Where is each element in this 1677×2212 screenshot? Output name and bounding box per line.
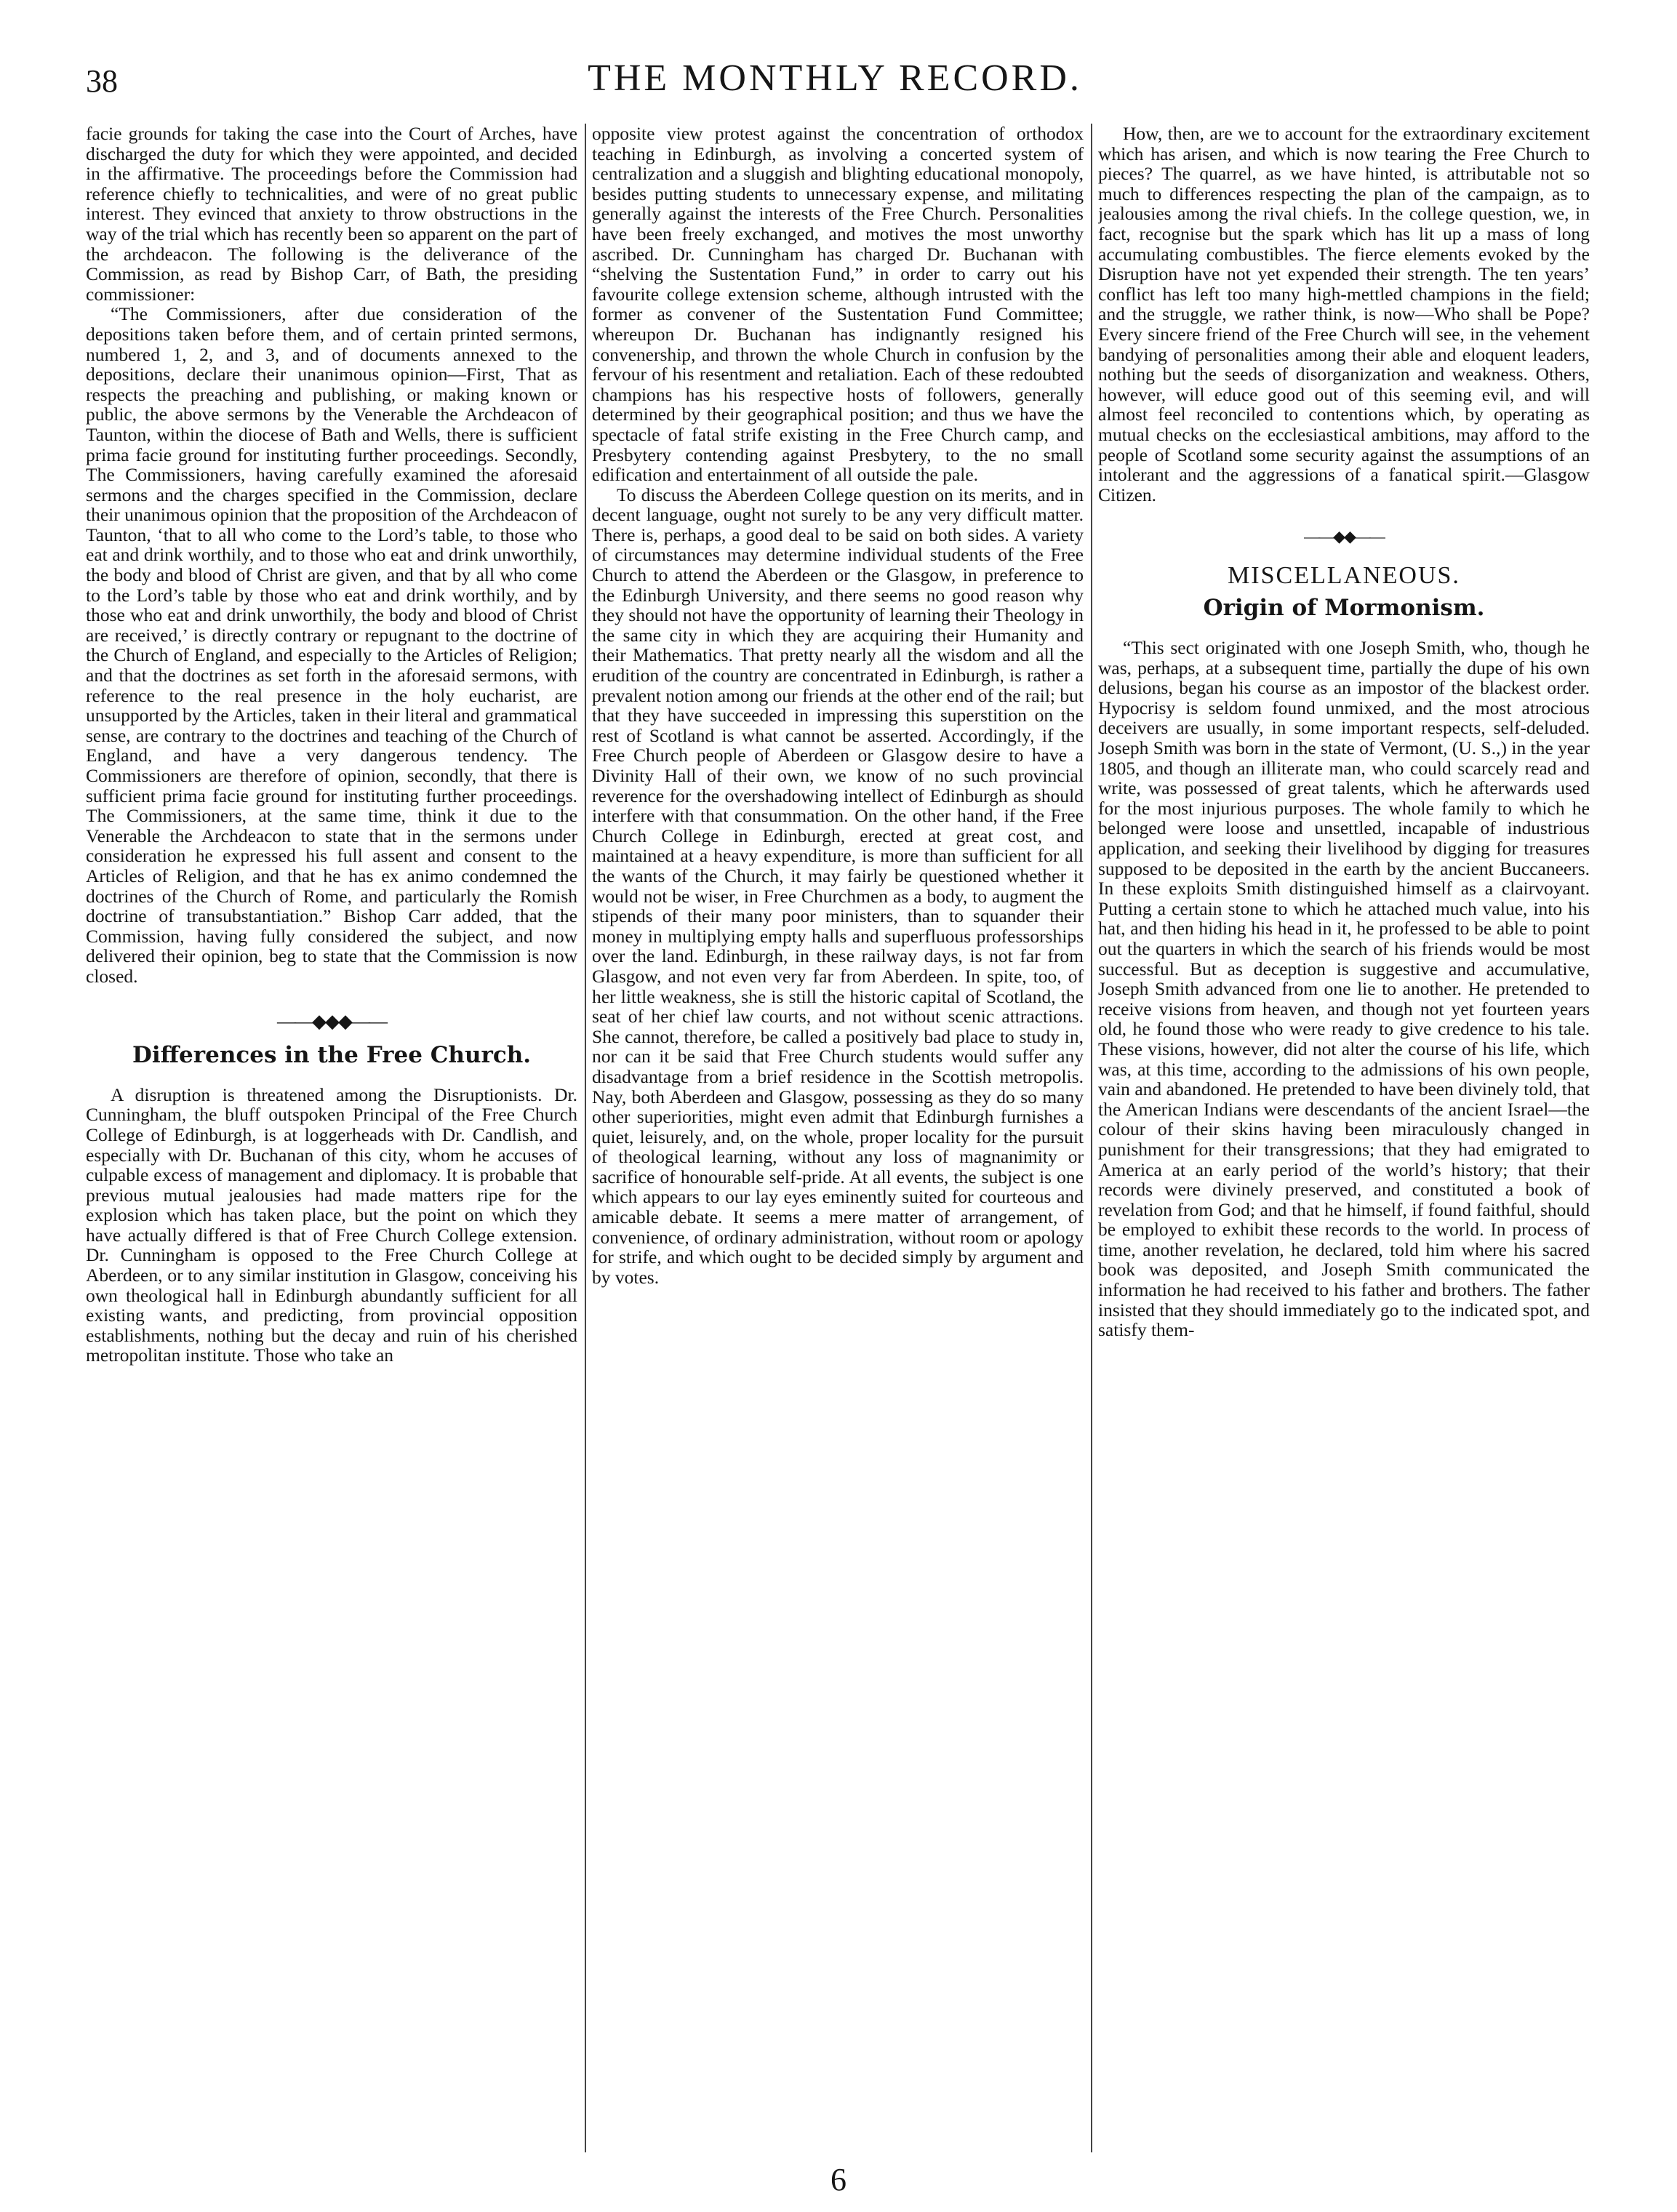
column-1 <box>86 124 577 2152</box>
section-heading-miscellaneous: MISCELLANEOUS. <box>1228 561 1460 589</box>
column-3 <box>1098 124 1590 2152</box>
paragraph-mormonism-origin: “This sect originated with one Joseph Smith, who, though he was, perhaps, at a subsequent time, partially the dupe of his own delusions, began his course as an impostor of the blackest order. Hypocrisy is seldom found unmixed, and the most atrocious deceivers are usually, in some important respects, self-deluded. Joseph Smith was born in the state of Vermont, (U. S.,) in the year 1805, and though an illiterate man, who could scarcely read and write, was possessed of great talents, which he afterwards used for the most injurious purposes. The whole family to which he belonged were loose and unsettled, incapable of industrious application, and seeking their livelihood by digging for treasures supposed to be deposited in the earth by the ancient Buccaneers. In these exploits Smith distinguished himself as a clairvoyant. Putting a certain stone to which he attached much value, into his hat, and then hiding his head in it, he professed to be able to point out the quarters in which the search of his friends would be most successful. But as deception is suggestive and accumulative, Joseph Smith advanced from one lie to another. He pretended to receive visions from heaven, and though not yet fourteen years old, he found those who were ready to give credence to his tale. These visions, however, did not alter the course of his life, which was, at this time, according to the admissions of his own people, vain and abandoned. He pretended to have been divinely told, that the American Indians were descendants of the ancient Israel—the colour of their skins having been miraculously changed in punishment for their transgressions; that they had emigrated to America at an early period of the world’s history; that their records were divinely preserved, and constituted a book of revelation from God; and that he himself, if found faithful, should be employed to exhibit these records to the world. In process of time, another revelation, he declared, told him where his sacred book was deposited, and Joseph Smith communicated the information he had received to his father and brothers. The father insisted that they should immediately go to the indicated spot, and satisfy them- <box>1098 637 1590 1341</box>
column-rule-right <box>1091 124 1092 2152</box>
section-ornament: ——◆◆◆—— <box>277 1010 386 1032</box>
column-2 <box>592 124 1084 2152</box>
article-heading-mormonism: Origin of Mormonism. <box>1203 595 1485 622</box>
running-title: THE MONTHLY RECORD. <box>588 57 1082 99</box>
page-header <box>86 57 1584 108</box>
paragraph-commission-deliverance: “The Commissioners, after due consideration of the depositions taken before them, and of certain printed sermons, numbered 1, 2, and 3, and of documents annexed to the depositions, declare their unanimous opinion—First, That as respects the preaching and publishing, or making known or public, the above sermons by the Venerable the Archdeacon of Taunton, within the diocese of Bath and Wells, there is sufficient prima facie ground for instituting further proceedings. Secondly, The Commissioners, having carefully examined the aforesaid sermons and the charges specified in the Commission, declare their unanimous opinion that the proposition of the Archdeacon of Taunton, ‘that to all who come to the Lord’s table, to those who eat and drink worthily, and to those who eat and drink unworthily, the body and blood of Christ are given, and that by all who come to the Lord’s table by those who eat and drink worthily, and by those who eat and drink unworthily, the body and blood of Christ are received,’ is directly contrary or repugnant to the doctrine of the Church of England, and especially to the Articles of Religion; and that the doctrines as set forth in the aforesaid sermons, with reference to the real presence in the holy eucharist, are unsupported by the Articles, taken in their literal and grammatical sense, are contrary to the doctrines and teaching of the Church of England, and have a very dangerous tendency. The Commissioners are therefore of opinion, secondly, that there is sufficient prima facie ground for instituting further proceedings. The Commissioners, at the same time, think it due to the Venerable the Archdeacon to state that in the sermons under consideration he expressed his full assent and consent to the Articles of Religion, and that he has ex animo condemned the doctrines of the Church of Rome, and particularly the Romish doctrine of transubstantiation.” Bishop Carr added, that the Commission, having fully considered the subject, and now delivered their opinion, beg to state that the Commission is now closed. <box>86 303 577 987</box>
paragraph-disruption: A disruption is threatened among the Disruptionists. Dr. Cunningham, the bluff outspoken Principal of the Free Church College of Edinburgh, is at loggerheads with Dr. Candlish, and especially with Dr. Buchanan of this city, whom he accuses of culpable excess of management and diplomacy. It is probable that previous mutual jealousies had made matters ripe for the explosion which has taken place, but the point on which they have actually differed is that of Free Church College extension. Dr. Cunningham is opposed to the Free Church College at Aberdeen, or to any similar institution in Glasgow, conceiving his own theological hall in Edinburgh abundantly sufficient for all existing wants, and predicting, from provincial opposition establishments, nothing but the decay and ruin of his cherished metropolitan institute. Those who take an <box>86 1083 577 1366</box>
column-rule-left <box>585 124 586 2152</box>
paragraph-opposite-view: opposite view protest against the concentration of orthodox teaching in Edinburgh, as involving a concerted system of centralization and a sluggish and blighting educational monopoly, besides putting students to unnecessary expense, and militating generally against the interests of the Free Church. Personalities have been freely exchanged, and motives the most unworthy ascribed. Dr. Cunningham has charged Dr. Buchanan with “shelving the Sustentation Fund,” in order to carry out his favourite college extension scheme, although intrusted with the former as convener of the Sustentation Fund Committee; whereupon Dr. Buchanan has indignantly resigned his convenership, and thrown the whole Church in confusion by the fervour of his resentment and retaliation. Each of these redoubted champions has his respective hosts of followers, generally determined by their geographical position; and thus we have the spectacle of fatal strife existing in the Free Church camp, and Presbytery contending against Presbytery, to the no small edification and entertainment of all outside the pale. <box>592 124 1084 486</box>
paragraph-extraordinary-excitement: How, then, are we to account for the extraordinary excitement which has arisen, and which is now tearing the Free Church to pieces? The quarrel, as we have hinted, is attributable not so much to differences respecting the plan of the campaign, as to jealousies among the rival chiefs. In the college question, we, in fact, recognise but the spark which has lit up a mass of long accumulating combustibles. The fierce elements evoked by the Disruption have not yet expended their strength. The ten years’ conflict has left too many high-mettled champions in the field; and the struggle, we rather think, is now—Who shall be Pope? Every sincere friend of the Free Church will see, in the vehement bandying of personalities among their able and eloquent leaders, nothing but the seeds of disorganization and weakness. Others, however, will educe good out of this seeming evil, and will almost feel reconciled to contentions which, by operating as mutual checks on the ecclesiastical ambitions, may afford to the people of Scotland some security against the assumptions of an intolerant and the aggressions of a fanatical spirit.—Glasgow Citizen. <box>1098 124 1590 505</box>
signature-mark: 6 <box>831 2162 846 2197</box>
article-heading-free-church: Differences in the Free Church. <box>132 1042 532 1069</box>
page-number: 38 <box>86 63 118 99</box>
paragraph-commission-intro: facie grounds for taking the case into the Court of Arches, have discharged the duty for which they were appointed, and decided in the affirmative. The proceedings before the Commission had reference chiefly to technicalities, and were of no great public interest. They evinced that anxiety to throw obstructions in the way of the trial which has recently been so apparent on the part of the archdeacon. The following is the deliverance of the Commission, as read by Bishop Carr, of Bath, the presiding commissioner: <box>86 124 577 305</box>
section-ornament: ——◆◆—— <box>1304 527 1384 546</box>
paragraph-aberdeen-college: To discuss the Aberdeen College question on its merits, and in decent language, ought not surely to be any very difficult matter. There is, perhaps, a good deal to be said on both sides. A variety of circumstances may determine individual students of the Free Church to attend the Aberdeen or the Glasgow, in preference to the Edinburgh University, and there seems no good reason why they should not have the opportunity of learning their Theology in the same city in which they are acquiring their Humanity and their Mathematics. That pretty nearly all the wisdom and all the erudition of the country are concentrated in Edinburgh, is rather a prevalent notion among our friends at the other end of the rail; but that they have succeeded in impressing this superstition on the rest of Scotland is what cannot be asserted. Accordingly, if the Free Church people of Aberdeen or Glasgow desire to have a Divinity Hall of their own, we know of no such provincial reverence for the overshadowing intellect of Edinburgh as should interfere with that consummation. On the other hand, if the Free Church College in Edinburgh, erected at great cost, and maintained at a heavy expenditure, is more than sufficient for all the wants of the Church, it may fairly be questioned whether it would not be wiser, in Free Churchmen as a body, to augment the stipends of their many poor ministers, than to squander their money in multiplying empty halls and superfluous professorships over the land. Edinburgh, in these railway days, is not far from Glasgow, and not even very far from Aberdeen. In spite, too, of her little weakness, she is still the historic capital of Scotland, the seat of her chief law courts, and not without scenic attractions. She cannot, therefore, be called a positively bad place to study in, nor can it be said that Free Church students would suffer any disadvantage from a brief residence in the Scottish metropolis. Nay, both Aberdeen and Glasgow, possessing as they do so many other superiorities, might even admit that Edinburgh furnishes a quiet, leisurely, and, on the whole, proper locality for the pursuit of theological learning, without any loss of magnanimity or sacrifice of honourable self-pride. At all events, the subject is one which appears to our lay eyes eminently suited for courteous and amicable debate. It seems a mere matter of arrangement, of convenience, of ordinary administration, without room or apology for strife, and which ought to be decided simply by argument and by votes. <box>592 484 1084 1288</box>
